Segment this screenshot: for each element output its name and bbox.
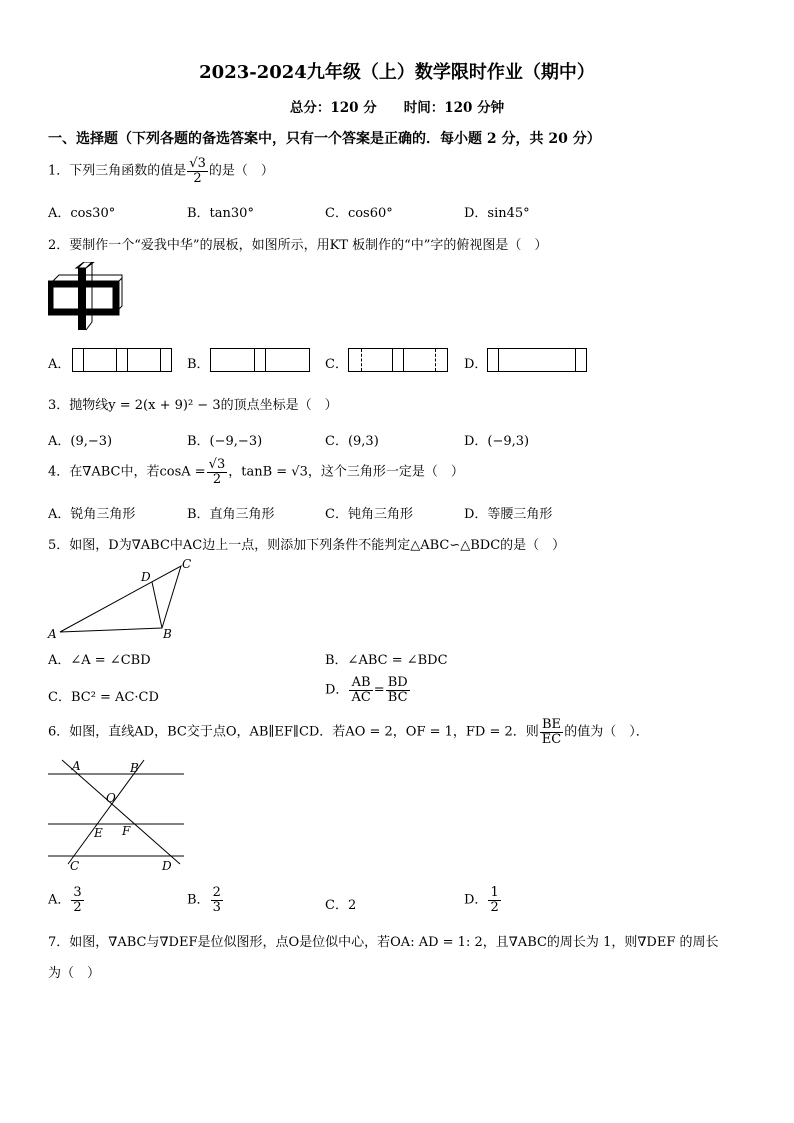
line [392,349,393,371]
q4-option-a[interactable]: A．锐角三角形 [48,507,136,522]
frac-den: AC [351,689,371,705]
q1-option-c[interactable]: C．cos60° [325,206,393,221]
q2-option-d-label[interactable]: D． [464,357,488,372]
q6-option-c[interactable]: C．2 [325,898,357,913]
q3-option-c[interactable]: C．(9,3) [325,434,379,449]
label-c: C [182,557,192,571]
q3-option-a[interactable]: A．(9,−3) [48,434,113,449]
q6-figure [46,756,188,876]
frac-num: 3 [73,885,82,900]
label-o: O [106,791,116,805]
q6-option-a[interactable] [48,886,85,914]
q2-option-c-label[interactable]: C． [325,357,348,372]
q6-fraction [540,718,563,746]
triangle-abc [60,566,181,632]
frac-num: AB [349,676,372,691]
frac-num: 1 [490,885,499,900]
line [498,349,499,371]
zhong-character-3d [50,262,122,330]
q1-frac-num: √3 [189,156,206,171]
line [575,349,576,371]
q2-option-d-figure[interactable] [487,348,587,372]
q6-frac-den: EC [541,731,562,747]
q5-d-frac-2 [386,676,410,704]
label-f: F [122,824,131,838]
q2-option-c-figure[interactable] [348,348,448,372]
q5-option-d-label: D． [325,682,349,698]
question-4 [48,458,464,486]
dashed-line [361,349,362,371]
frac-den: BC [387,689,408,705]
q6-frac-num: BE [540,718,563,733]
q3-option-d[interactable]: D．(−9,3) [464,434,530,449]
q4-stem-b: ，tanB = √3，这个三角形一定是（ ） [228,464,464,480]
line [160,349,161,371]
q1-option-d[interactable]: D．sin45° [464,206,530,221]
q5-option-d[interactable] [325,676,411,704]
q4-option-b[interactable]: B．直角三角形 [187,507,275,522]
frac-num: BD [387,675,408,690]
q4-stem-a: 4．在∇ABC中，若cosA = [48,464,206,480]
q6-option-d[interactable] [464,886,502,914]
q3-option-b[interactable]: B．(−9,−3) [187,434,263,449]
label-d: D [162,859,172,873]
frac-den: 2 [73,899,82,915]
option-label: D． [464,892,488,908]
q4-option-d[interactable]: D．等腰三角形 [464,507,553,522]
segment-bd [152,582,162,628]
frac-num: 2 [212,885,221,900]
q2-option-b-figure[interactable] [210,348,310,372]
question-7-line-2: 为（ ） [48,966,101,981]
q5-option-b[interactable]: B．∠ABC = ∠BDC [325,653,448,668]
question-7-line-1: 7．如图，∇ABC与∇DEF是位似图形，点O是位似中心，若OA: AD = 1: 2，且∇ABC的周长为 1，则∇DEF 的周长 [48,935,719,950]
q4-frac-den: 2 [212,471,222,487]
q4-fraction [207,458,228,486]
line [265,349,266,371]
question-5: 5．如图，D为∇ABC中AC边上一点，则添加下列条件不能判定△ABC∽△BDC的是（ ） [48,538,566,553]
label-a: A [72,759,81,773]
q4-option-c[interactable]: C．钝角三角形 [325,507,413,522]
option-fraction [488,886,500,914]
line [127,349,128,371]
q6-option-b[interactable] [187,886,224,914]
q1-frac-den: 2 [193,170,202,186]
equals-sign: = [373,682,385,698]
option-fraction [211,886,223,914]
line [254,349,255,371]
dashed-line [435,349,436,371]
page-title: 2023-2024九年级（上）数学限时作业（期中） [199,62,595,83]
section-heading: 一、选择题（下列各题的备选答案中，只有一个答案是正确的．每小题 2 分，共 20 分） [48,131,601,147]
question-3: 3．抛物线y = 2(x + 9)² − 3的顶点坐标是（ ） [48,398,338,413]
frac-den: 3 [212,899,221,915]
line [403,349,404,371]
question-2: 2．要制作一个“爱我中华”的展板，如图所示，用KT 板制作的“中”字的俯视图是（ ） [48,238,548,253]
option-label: A． [48,892,71,908]
q5-d-frac-1 [349,676,372,704]
q2-figure [48,262,126,332]
label-c: C [70,859,80,873]
question-1 [48,157,274,185]
frac-den: 2 [490,899,499,915]
q5-figure [46,556,206,642]
q1-option-a[interactable]: A．cos30° [48,206,116,221]
page-subtitle: 总分：120 分 时间：120 分钟 [289,100,505,116]
q2-option-a-label[interactable]: A． [48,357,71,372]
q1-stem-b: 的是（ ） [208,163,274,179]
q5-option-a[interactable]: A．∠A = ∠CBD [48,653,151,668]
q2-option-b-label[interactable]: B． [187,357,210,372]
label-d: D [141,570,151,584]
line [116,349,117,371]
q6-stem-b: 的值为（ ）． [564,724,649,740]
q2-option-a-figure[interactable] [72,348,172,372]
option-fraction [71,886,83,914]
q1-fraction [187,157,208,185]
q5-option-c[interactable]: C．BC² = AC·CD [48,690,159,705]
q1-stem-a: 1．下列三角函数的值是 [48,163,187,179]
label-b: B [163,627,172,641]
label-b: B [130,761,139,775]
label-a: A [48,627,57,641]
option-label: B． [187,892,210,908]
line [83,349,84,371]
q6-stem-a: 6．如图，直线AD，BC交于点O，AB∥EF∥CD．若AO = 2，OF = 1，FD = 2．则 [48,724,539,740]
q4-frac-num: √3 [208,457,226,472]
question-6 [48,718,649,746]
label-e: E [94,826,103,840]
q1-option-b[interactable]: B．tan30° [187,206,254,221]
